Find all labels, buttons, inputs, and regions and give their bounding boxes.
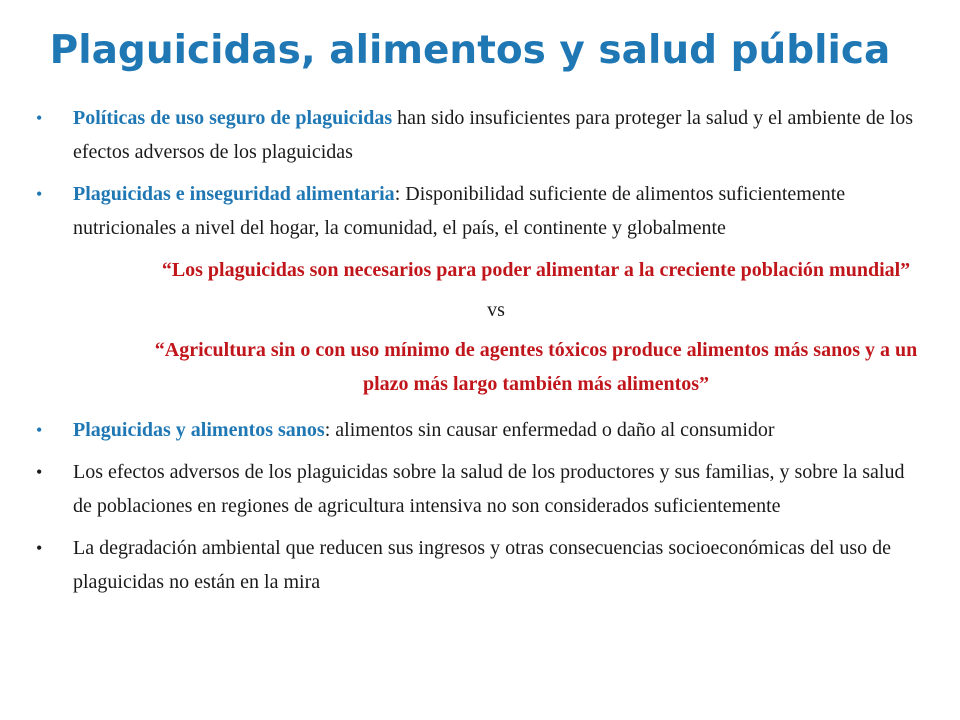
bullet-text: : alimentos sin causar enfermedad o daño al consumidor xyxy=(324,419,775,441)
bullet-item-health-effects xyxy=(36,455,926,523)
bullet-highlight: Plaguicidas e inseguridad alimentaria xyxy=(73,183,395,205)
bullet-item-healthy-food xyxy=(36,413,926,447)
bullet-point-icon: • xyxy=(36,420,43,440)
bullet-point-icon: • xyxy=(36,108,43,128)
bullet-text: La degradación ambiental que reducen sus ingresos y otras consecuencias socioeconómicas del uso de plaguicidas no están en la mira xyxy=(73,537,892,593)
quote-agriculture-without-toxics: “Agricultura sin o con uso mínimo de agentes tóxicos produce alimentos más sanos y a un plazo más largo también más alimentos” xyxy=(154,339,918,395)
bullet-point-icon: • xyxy=(36,184,43,204)
bullet-item-environmental-degradation xyxy=(36,531,926,599)
quote-pesticides-necessary: “Los plaguicidas son necesarios para poder alimentar a la creciente población mundial” xyxy=(161,259,911,281)
slide-content xyxy=(36,101,926,599)
bullet-text: Los efectos adversos de los plaguicidas sobre la salud de los productores y sus familias, y sobre la salud de poblaciones en regiones de agricultura intensiva no son considerados suficientemente xyxy=(73,461,905,517)
bullet-item-food-insecurity xyxy=(36,177,926,245)
bullet-point-icon: • xyxy=(36,538,43,558)
versus-label: vs xyxy=(487,299,505,321)
bullet-point-icon: • xyxy=(36,462,43,482)
bullet-text: han sido insuficientes para proteger la salud y el ambiente de los efectos adversos de los plaguicidas xyxy=(73,107,914,163)
bullet-highlight: Políticas de uso seguro de plaguicidas xyxy=(73,107,393,129)
bullet-item-safe-use-policies xyxy=(36,101,926,169)
slide-title: Plaguicidas, alimentos y salud pública xyxy=(49,28,891,73)
bullet-text: : Disponibilidad suficiente de alimentos suficientemente nutricionales a nivel del hogar, la comunidad, el país, el continente y globalmente xyxy=(73,183,846,239)
bullet-highlight: Plaguicidas y alimentos sanos xyxy=(73,419,325,441)
